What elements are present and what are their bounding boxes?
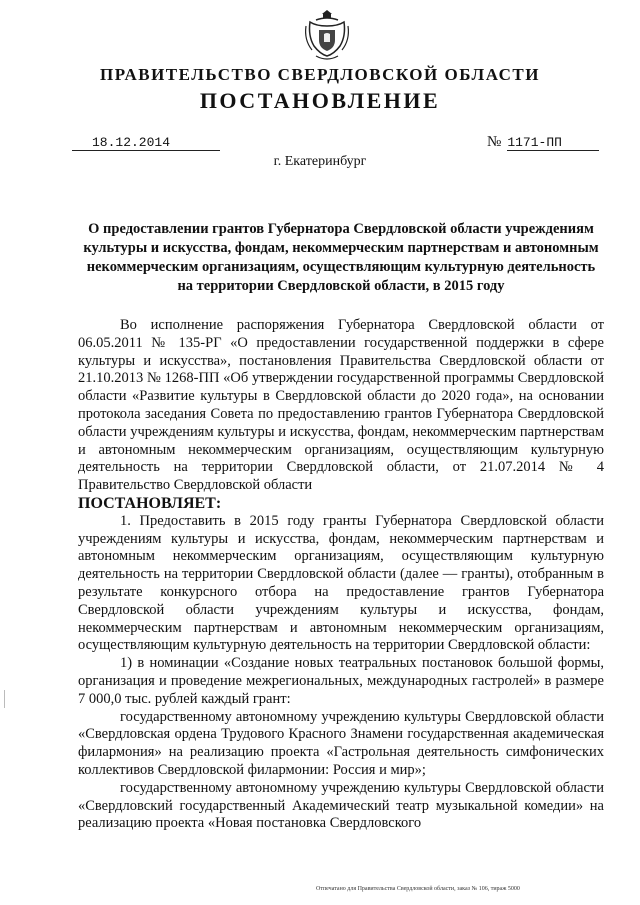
document-number: 1171-ПП [507,136,599,151]
grant-2: государственному автономному учреждению культуры Свердловской области «Свердловский государственный Академический театр музыкальной комедии» на реализацию проекта «Новая постановка Свердловского [78,779,604,832]
coat-of-arms-icon [302,6,352,62]
item-1-1: 1) в номинации «Создание новых театральных постановок большой формы, организация и проведение межрегиональных, международных гастролей» в размере 7 000,0 тыс. рублей каждый грант: [78,655,604,707]
preamble: Во исполнение распоряжения Губернатора Свердловской области от 06.05.2011 № 135-РГ «О предоставлении государственной поддержки в сфере культуры и искусства», постановления Правительства Свердловской области от 21.10.2013 № 1268-ПП «Об утверждении государственной программы Свердловской области «Развитие культуры в Свердловской области до 2020 года», на основании протокола заседания Совета по предоставлению грантов Губернатора Свердловской области учреждениям культуры и искусства, фондам, некоммерческим партнерствам и автономным некоммерческим организациям, осуществляющим культурную деятельность на территории Свердловской области, от 21.07.2014 № 4 Правительство Свердловской области [78,317,604,494]
document-number-block [487,134,599,151]
item-1: 1. Предоставить в 2015 году гранты Губернатора Свердловской области учреждениям культуры и искусства, фондам, некоммерческим партнерствам и автономным некоммерческим организациям, осуществляющим культурную деятельность на территории Свердловской области (далее — гранты), отобранным в результате конкурсного отбора на предоставление грантов Губернатора Свердловской области учреждениям культуры и искусства, фондам, некоммерческим партнерствам и автономным некоммерческим организациям, осуществляющим культурную деятельность на территории Свердловской области: [78,512,604,654]
print-footer: Отпечатано для Правительства Свердловской области, заказ № 106, тираж 5000 [316,886,520,892]
document-body [78,317,604,833]
grant-1: государственному автономному учреждению культуры Свердловской области «Свердловская ордена Трудового Красного Знамени государственная академическая филармония» на реализацию проекта «Гастрольная деятельность симфонических коллективов Свердловской филармонии: Россия и мир»; [78,708,604,778]
number-label: № [487,134,502,150]
scan-mark [4,690,5,708]
document-type: ПОСТАНОВЛЕНИЕ [199,88,441,113]
document-date: 18.12.2014 [72,136,220,151]
organization-name: ПРАВИТЕЛЬСТВО СВЕРДЛОВСКОЙ ОБЛАСТИ [100,65,540,84]
document-title: О предоставлении грантов Губернатора Свердловской области учреждениям культуры и искусства, фондам, некоммерческим партнерствам и автономным некоммерческим организациям, осуществляющим культурную деятельность на территории Свердловской области, в 2015 году [83,221,599,294]
decree-word: ПОСТАНОВЛЯЕТ: [78,494,222,512]
city: г. Екатеринбург [273,154,367,169]
